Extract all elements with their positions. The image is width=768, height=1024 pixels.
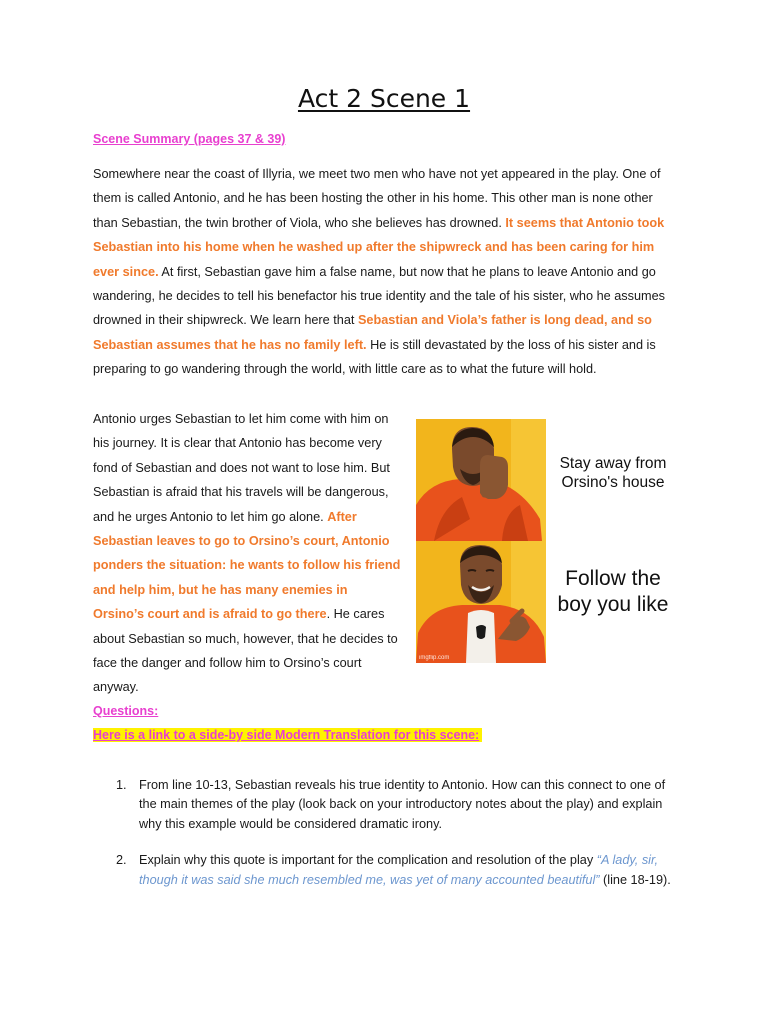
para1-highlight-1: It seems that Antonio took Sebastian into his home when he washed up after the shipwreck and has been caring for him ever since.	[93, 215, 665, 279]
scene-summary-heading: Scene Summary (pages 37 & 39)	[93, 132, 286, 146]
summary-paragraph-1	[93, 162, 675, 382]
drake-reject-illustration	[416, 419, 546, 541]
questions-heading: Questions:	[93, 704, 159, 718]
meme-panel-reject	[416, 419, 546, 541]
para1-text-1: Somewhere near the coast of Illyria, we meet two men who have not yet appeared in the play. One of them is called Antonio, and he has been hosting the other in his home. This other man is none other than Sebastian, the twin brother of Viola, who she believes has drowned.	[93, 167, 661, 230]
question-text: From line 10-13, Sebastian reveals his true identity to Antonio. How can this connect to one of the main themes of the play (look back on your introductory notes about the play) and explain why this example would be considered dramatic irony.	[139, 778, 666, 831]
question-item-1	[93, 776, 675, 834]
meme-panel-approve	[416, 541, 546, 663]
questions-list	[93, 776, 675, 907]
page-title: Act 2 Scene 1	[297, 84, 471, 113]
para1-text-3: He is still devastated by the loss of his sister and is preparing to go wandering through the world, with little care as to what the future will hold.	[93, 337, 656, 377]
drake-meme-image	[416, 419, 678, 663]
translation-link[interactable]: Here is a link to a side-by side Modern Translation for this scene:	[93, 728, 482, 742]
question-quote: “A lady, sir, though it was said she much resembled me, was yet of many accounted beautiful”	[139, 853, 659, 887]
para2-text-2: . He cares about Sebastian so much, however, that he decides to face the danger and follow him to Orsino’s court anyway.	[93, 607, 398, 695]
summary-paragraph-2	[93, 407, 401, 700]
meme-watermark: imgflip.com	[419, 655, 450, 661]
meme-caption-top: Stay away from Orsino's house	[559, 455, 667, 491]
para1-highlight-2: Sebastian and Viola’s father is long dead, and so Sebastian assumes that he has no family left.	[93, 313, 652, 352]
para2-text-1: Antonio urges Sebastian to let him come with him on his journey. It is clear that Antonio has become very fond of Sebastian and does not want to lose him. But Sebastian is afraid that his travels will be dangerous, and he urges Antonio to let him go alone.	[93, 412, 390, 524]
para1-text-2: At first, Sebastian gave him a false name, but now that he plans to leave Antonio and go wandering, he decides to tell his benefactor his true identity and the tale of his sister, who he assumes drowned in their shipwreck. We learn here that	[93, 264, 665, 328]
question-number: 2.	[116, 853, 127, 868]
question-text: Explain why this quote is important for the complication and resolution of the play	[139, 853, 597, 868]
meme-caption-bottom: Follow the boy you like	[557, 567, 669, 616]
drake-approve-illustration	[416, 541, 546, 663]
question-text-after: (line 18-19).	[599, 872, 671, 887]
question-number: 1.	[116, 778, 127, 792]
question-item-2	[93, 851, 675, 890]
para2-highlight-1: After Sebastian leaves to go to Orsino’s court, Antonio ponders the situation: he wants to follow his friend and help him, but he has many enemies in Orsino’s court and is afraid to go there	[93, 509, 401, 622]
